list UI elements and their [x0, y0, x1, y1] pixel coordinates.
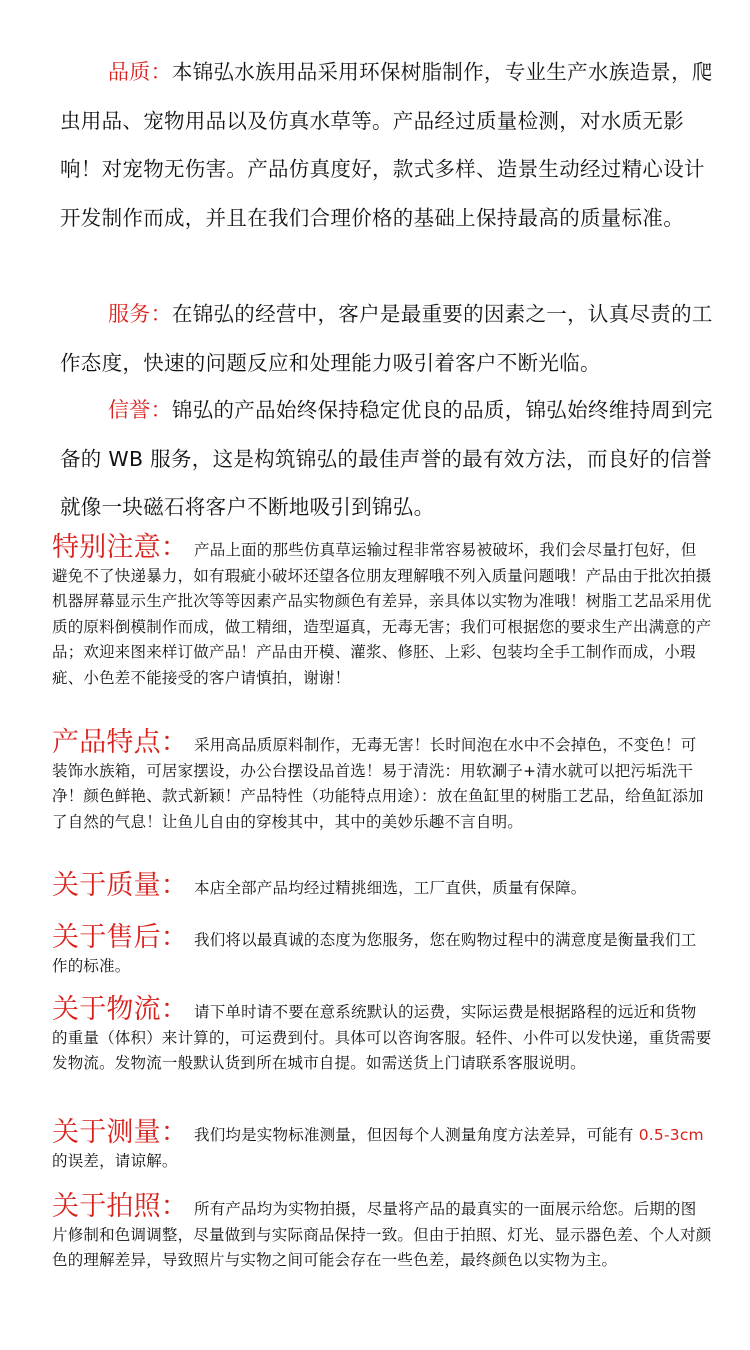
- logistics-label: 关于物流：: [52, 994, 188, 1025]
- photography-label: 关于拍照：: [52, 1191, 188, 1222]
- section-measurement: [52, 1117, 712, 1174]
- quality-label: 品质：: [108, 60, 172, 84]
- credit-label: 信誉：: [108, 398, 172, 422]
- section-special-notice: [52, 532, 712, 691]
- measurement-error-range: 0.5-3cm: [638, 1126, 704, 1144]
- measurement-text-before: 我们均是实物标准测量，但因每个人测量角度方法差异，可能有: [194, 1126, 639, 1144]
- section-product-features: [52, 727, 712, 835]
- product-features-label: 产品特点：: [52, 727, 188, 758]
- after-sale-text: 我们将以最真诚的态度为您服务，您在购物过程中的满意度是衡量我们工作的标准。: [52, 931, 697, 975]
- service-paragraph: [60, 290, 720, 387]
- measurement-text-after: 的误差，请谅解。: [52, 1151, 178, 1170]
- section-after-sale: [52, 922, 712, 979]
- special-notice-text: 产品上面的那些仿真草运输过程非常容易被破坏，我们会尽量打包好，但避免不了快递暴力，如有瑕疵小破坏还望各位朋友理解哦不列入质量问题哦！产品由于批次拍摄机器屏幕显示生产批次等等因素产品实物颜色有差异，亲具体以实物为准哦！树脂工艺品采用优质的原料倒模制作而成，做工精细，造型逼真，无毒无害；我们可根据您的要求生产出满意的产品；欢迎来图来样订做产品！产品由开模、灌浆、修胚、上彩、包装均全手工制作而成，小瑕疵、小色差不能接受的客户请慎拍，谢谢！: [52, 541, 712, 687]
- quality-paragraph: [60, 48, 720, 242]
- section-quality: [60, 48, 720, 242]
- logistics-text: 请下单时请不要在意系统默认的运费，实际运费是根据路程的远近和货物的重量（体积）来计算的，可运费到付。具体可以咨询客服。轻件、小件可以发快递，重货需要发物流。发物流一般默认货到所在城市自提。如需送货上门请联系客服说明。: [52, 1003, 712, 1072]
- section-about-quality: [52, 870, 712, 902]
- credit-text: 锦弘的产品始终保持稳定优良的品质，锦弘始终维持周到完备的 WB 服务，这是构筑锦弘的最佳声誉的最有效方法，而良好的信誉就像一块磁石将客户不断地吸引到锦弘。: [60, 398, 713, 519]
- section-photography: [52, 1191, 712, 1274]
- credit-paragraph: [60, 386, 720, 532]
- product-features-text: 采用高品质原料制作，无毒无害！长时间泡在水中不会掉色，不变色！可装饰水族箱，可居家摆设，办公台摆设品首选！易于清洗：用软涮子+清水就可以把污垢洗干净！颜色鲜艳、款式新颖！产品特性（功能特点用途）：放在鱼缸里的树脂工艺品，给鱼缸添加了自然的气息！让鱼儿自由的穿梭其中，其中的美妙乐趣不言自明。: [52, 736, 704, 831]
- after-sale-label: 关于售后：: [52, 922, 188, 953]
- special-notice-label: 特别注意：: [52, 532, 188, 563]
- photography-text: 所有产品均为实物拍摄，尽量将产品的最真实的一面展示给您。后期的图片修制和色调调整，尽量做到与实际商品保持一致。但由于拍照、灯光、显示器色差、个人对颜色的理解差异，导致照片与实物之间可能会存在一些色差，最终颜色以实物为主。: [52, 1200, 712, 1269]
- measurement-label: 关于测量：: [52, 1117, 188, 1148]
- section-logistics: [52, 994, 712, 1077]
- service-text: 在锦弘的经营中，客户是最重要的因素之一，认真尽责的工作态度，快速的问题反应和处理能力吸引着客户不断光临。: [60, 302, 713, 375]
- service-label: 服务：: [108, 302, 172, 326]
- about-quality-label: 关于质量：: [52, 870, 188, 901]
- section-credit: [60, 386, 720, 532]
- section-service: [60, 290, 720, 387]
- about-quality-text: 本店全部产品均经过精挑细选，工厂直供，质量有保障。: [194, 879, 587, 897]
- quality-text: 本锦弘水族用品采用环保树脂制作，专业生产水族造景，爬虫用品、宠物用品以及仿真水草等。产品经过质量检测，对水质无影响！对宠物无伤害。产品仿真度好，款式多样、造景生动经过精心设计开发制作而成，并且在我们合理价格的基础上保持最高的质量标准。: [60, 60, 713, 230]
